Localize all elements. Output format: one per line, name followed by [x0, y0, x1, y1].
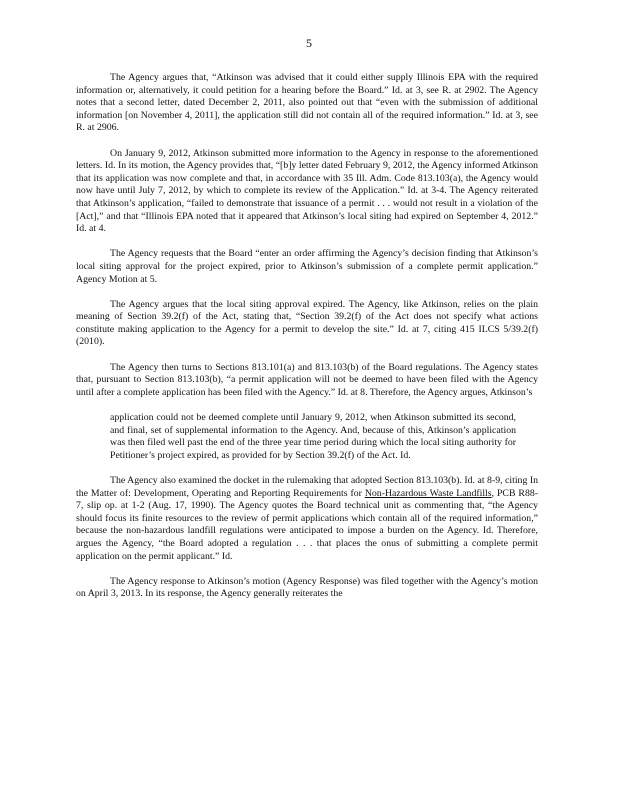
block-quote: application could not be deemed complete until January 9, 2012, when Atkinson submitted its second, and final, set of supplemental information to the Agency. And, because of this, Atkinson’s application was then filed well past the end of the three year time period during which the local siting authority for Petitioner’s project expired, as provided for by Section 39.2(f) of the Act. Id.: [110, 412, 516, 461]
case-name: Non-Hazardous Waste Landfills: [364, 487, 492, 499]
paragraph-6-after: , PCB R88-7, slip op. at 1-2 (Aug. 17, 1990). The Agency quotes the Board technical unit as commenting that, “the Agency should focus its finite resources to the review of permit applications which contain all of the required information,” because the non-hazardous landfill regulations were anticipated to impose a burden on the Agency. Id. Therefore, argues the Agency, “the Board adopted a regulation . . . that places the onus of submitting a complete permit application on the permit applicant.” Id.: [76, 487, 538, 562]
page-number: 5: [306, 36, 312, 50]
paragraph-7: The Agency response to Atkinson’s motion (Agency Response) was filed together with the Agency’s motion on April 3, 2013. In its response, the Agency generally reiterates the: [76, 575, 538, 600]
paragraph-6: [76, 475, 538, 563]
paragraph-1: The Agency argues that, “Atkinson was advised that it could either supply Illinois EPA with the required information or, alternatively, it could petition for a hearing before the Board.” Id. at 3, see R. at 2902. The Agency notes that a second letter, dated December 2, 2011, also pointed out that “even with the submission of additional information [on November 4, 2011], the application still did not contain all of the required information.” Id. at 3, see R. at 2906.: [76, 72, 538, 134]
paragraph-5: The Agency then turns to Sections 813.101(a) and 813.103(b) of the Board regulations. The Agency states that, pursuant to Section 813.103(b), “a permit application will not be deemed to have been filed with the Agency until after a complete application has been filed with the Agency.” Id. at 8. Therefore, the Agency argues, Atkinson’s: [76, 361, 538, 398]
paragraph-2: On January 9, 2012, Atkinson submitted more information to the Agency in response to the aforementioned letters. Id. In its motion, the Agency provides that, “[b]y letter dated February 9, 2012, the Agency informed Atkinson that its application was now complete and that, in accordance with 35 Ill. Adm. Code 813.103(a), the Agency would now have until July 7, 2012, by which to complete its review of the Application.” Id. at 3-4. The Agency reiterated that Atkinson’s application, “failed to demonstrate that issuance of a permit . . . would not result in a violation of the [Act],” and that “Illinois EPA noted that it appeared that Atkinson’s local siting had expired on September 4, 2012.” Id. at 4.: [76, 147, 538, 235]
paragraph-3: The Agency requests that the Board “enter an order affirming the Agency’s decision finding that Atkinson’s local siting approval for the project expired, prior to Atkinson’s submission of a complete permit application.” Agency Motion at 5.: [76, 248, 538, 285]
paragraph-6-before: The Agency also examined the docket in the rulemaking that adopted Section 813.103(b). Id. at 8-9, citing In the Matter of: Development, Operating and Reporting Requirements for: [76, 475, 538, 499]
paragraph-4: The Agency argues that the local siting approval expired. The Agency, like Atkinson, relies on the plain meaning of Section 39.2(f) of the Act, stating that, “Section 39.2(f) of the Act does not specify what actions constitute making application to the Agency for a permit to develop the site.” Id. at 7, citing 415 ILCS 5/39.2(f) (2010).: [76, 298, 538, 348]
document-body: [76, 72, 538, 614]
